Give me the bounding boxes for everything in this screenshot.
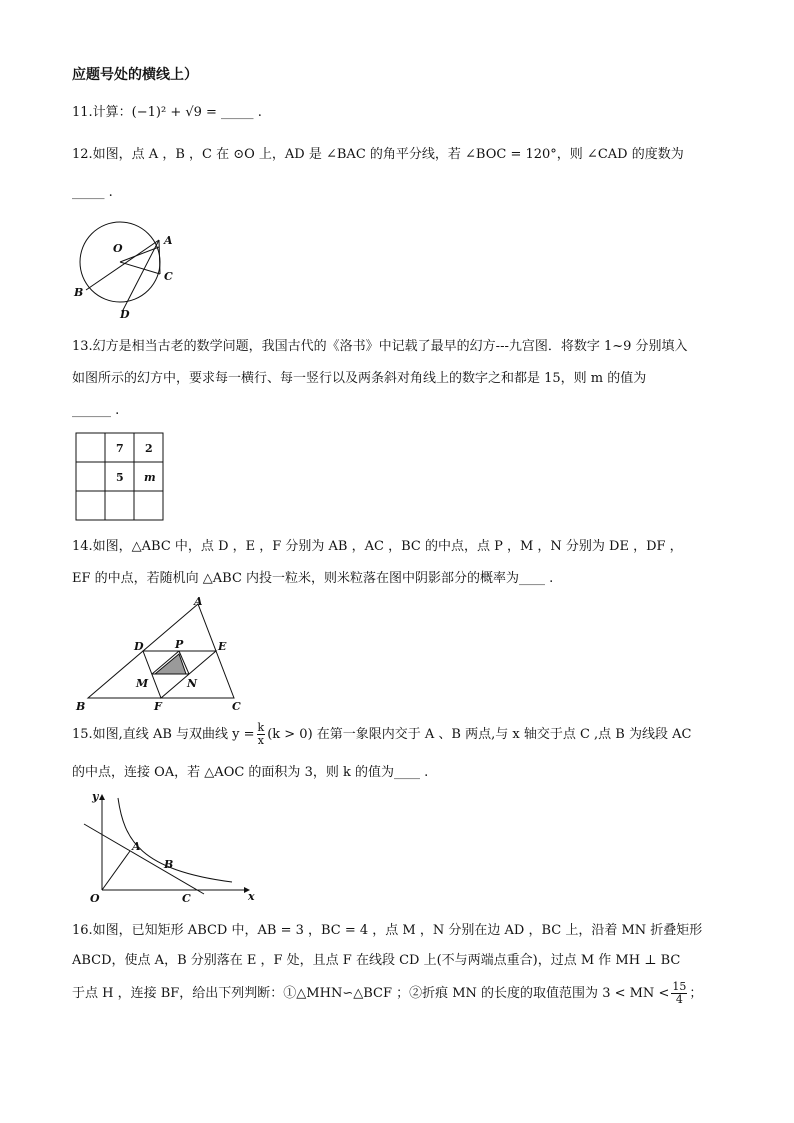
label-A: A xyxy=(194,595,203,608)
label-M: M xyxy=(136,677,149,690)
label-C: C xyxy=(164,270,173,283)
figure-q12-circle xyxy=(72,212,182,324)
label-C: C xyxy=(182,892,191,905)
question-16-line-1: 16.如图，已知矩形 ABCD 中，AB = 3 ，BC = 4 ，点 M ，N 分别在边 AD ，BC 上，沿着 MN 折叠矩形 xyxy=(72,923,703,938)
question-15-line-2: 的中点，连接 OA，若 △AOC 的面积为 3，则 k 的值为____ . xyxy=(72,765,429,780)
cell-r1-c2: 7 xyxy=(116,442,124,455)
question-13-line-1: 13.幻方是相当古老的数学问题，我国古代的《洛书》中记载了最早的幻方---九宫图．将数字 1~9 分别填入 xyxy=(72,339,688,354)
q16-text-b: ； xyxy=(689,986,703,1001)
label-x: x xyxy=(248,890,255,903)
q16-text-a: 于点 H ，连接 BF，给出下列判断：①△MHN∽△BCF ；②折痕 MN 的长度的取值范围为 3 < MN < xyxy=(72,986,670,1001)
figure-q13-magic-square xyxy=(72,430,168,524)
cell-r1-c3: 2 xyxy=(145,442,153,455)
figure-q14-triangle xyxy=(72,592,252,716)
section-header: 应题号处的横线上） xyxy=(72,67,198,83)
question-12-line-2: _____ . xyxy=(72,185,113,200)
segment-AD xyxy=(122,240,159,312)
label-A: A xyxy=(164,234,173,247)
figure-q15-hyperbola xyxy=(72,790,258,908)
label-P: P xyxy=(175,638,184,651)
label-B: B xyxy=(76,700,86,713)
fraction-k-over-x: $\frac{k}{x}$ xyxy=(257,721,265,747)
segment-OC xyxy=(120,262,160,274)
question-12-line-1: 12.如图，点 A ，B ，C 在 ⊙O 上，AD 是 ∠BAC 的角平分线，若 ∠BOC = 120°，则 ∠CAD 的度数为 xyxy=(72,147,684,162)
cell-r2-c2: 5 xyxy=(116,471,124,484)
label-A: A xyxy=(132,840,141,853)
question-15-line-1 xyxy=(72,722,691,748)
question-13-line-2: 如图所示的幻方中，要求每一横行、每一竖行以及两条斜对角线上的数字之和都是 15，则 m 的值为 xyxy=(72,371,647,386)
label-N: N xyxy=(187,677,198,690)
label-B: B xyxy=(74,286,84,299)
label-D: D xyxy=(134,640,144,653)
cell-r2-c3: m xyxy=(144,471,156,484)
segment-OA xyxy=(102,851,130,890)
segment-OA xyxy=(120,247,159,262)
label-E: E xyxy=(218,640,227,653)
label-O: O xyxy=(113,242,123,255)
question-16-line-3 xyxy=(72,980,702,1008)
label-y: y xyxy=(92,790,99,803)
question-16-line-2: ABCD，使点 A，B 分别落在 E ，F 处，且点 F 在线段 CD 上(不与两端点重合)，过点 M 作 MH ⊥ BC xyxy=(72,953,681,968)
q15-text-a: 15.如图,直线 AB 与双曲线 y = xyxy=(72,727,255,742)
label-F: F xyxy=(154,700,162,713)
q15-text-b: (k > 0) 在第一象限内交于 A 、B 两点,与 x 轴交于点 C ,点 B 为线段 AC xyxy=(267,727,692,742)
fraction-15-over-4: $\frac{15}{4}$ xyxy=(672,980,687,1006)
question-11: 11.计算：(−1)² + √9 = _____ . xyxy=(72,105,262,120)
label-O: O xyxy=(90,892,100,905)
question-14-line-1: 14.如图，△ABC 中，点 D ，E ，F 分别为 AB ，AC ，BC 的中点，点 P ，M ，N 分别为 DE ，DF ， xyxy=(72,539,683,554)
label-C: C xyxy=(232,700,241,713)
label-D: D xyxy=(120,308,130,321)
label-B: B xyxy=(164,858,174,871)
question-14-line-2: EF 的中点，若随机向 △ABC 内投一粒米，则米粒落在图中阴影部分的概率为____ . xyxy=(72,571,554,586)
question-13-line-3: ______ . xyxy=(72,403,120,418)
